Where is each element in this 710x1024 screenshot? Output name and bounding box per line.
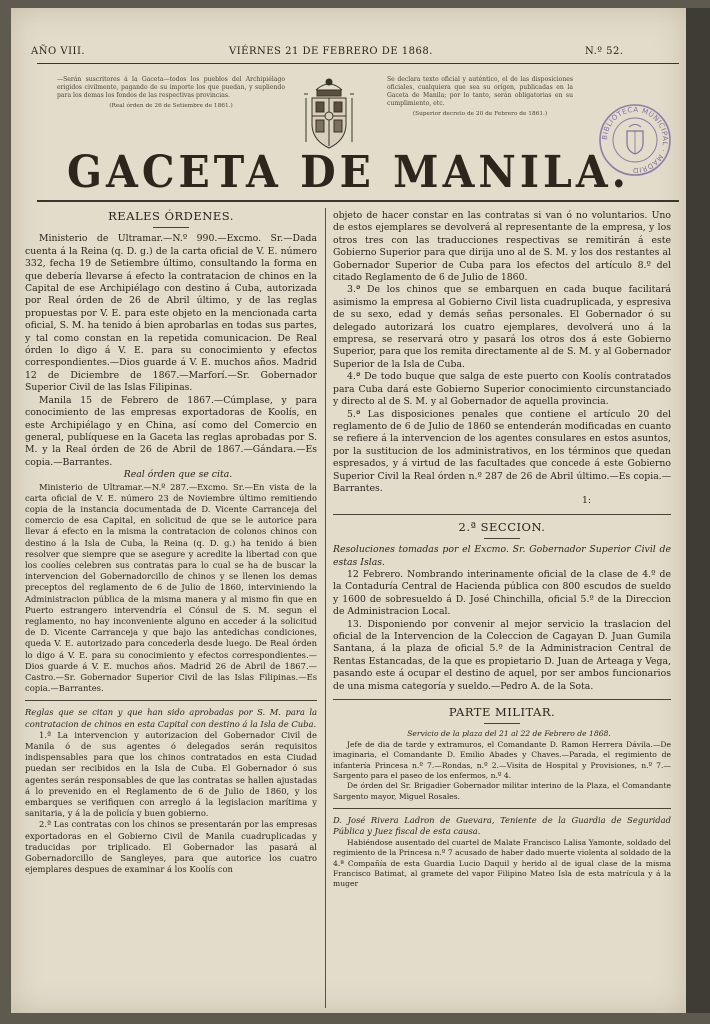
section-rule-2 — [333, 514, 671, 515]
official-text-notice-text: Se declara texto oficial y auténtico, el de las disposiciones oficiales, cualquiera que sea su orígen, publicadas en la Gaceta de Manila; por lo tanto, serán obligatorias en su cumplimiento, etc. — [387, 76, 573, 107]
rule-4: 4.ª De todo buque que salga de este puerto con Koolís contratados para Cuba dará este Gobierno Superior conocimiento circunstanciado y directo al de S. M. y al Gobernador de aquella provincia. — [333, 371, 671, 408]
rule-1: 1.ª La intervencion y autorizacion del Gobernador Civil de Manila ó de sus agentes ó delegados serán requisitos indispensables para que los chinos contratados en esta Ciudad puedan ser recibidos en la Isla de Cuba. El Gobernador ó sus agentes serán responsables de que las contratas se hallen ajustadas á lo prevenido en el Reglamento de 6 de Julio de 1860, y los embarques se verifiquen con arreglo á la legislacion marítima y sanitaria, y á la de policía y buen gobierno. — [25, 729, 317, 819]
service-assignments: Jefe de dia de tarde y extramuros, el Comandante D. Ramon Herrera Dávila.—De imaginaria, el Comandante D. Emilio Abades y Chaves.—Parada, el regimiento de infantería Princesa n.º 7.—Rondas, n.º 2.—Visita de Hospital y Provisiones, n.º 7.—Sargento para el paseo de los enfermos, n.º 4. — [333, 739, 671, 781]
issue-number: N.º 52. — [585, 46, 624, 57]
section-rule — [25, 700, 317, 701]
column-divider — [325, 208, 326, 1008]
section-rule-3 — [333, 699, 671, 700]
official-text-notice — [387, 76, 573, 118]
rule-2: 2.ª Las contratas con los chinos se presentarán por las empresas exportadoras en el Gobierno Civil de Manila cuadruplicadas y traducidas por triplicado. El Gobernador las pasará al Gobernadorcillo de Sangleyes, para que autorice los cuatro ejemplares despues de examinar á los Koolís con — [25, 819, 317, 875]
dateline — [11, 46, 686, 60]
left-column — [25, 210, 317, 875]
rule-end-mark: 1: — [581, 495, 591, 507]
masthead-title: GACETA DE MANILA. — [67, 146, 630, 198]
resolution-12-feb: 12 Febrero. Nombrando interinamente oficial de la clase de 4.º de la Contaduría Central de Hacienda pública con 800 escudos de sueldo y 1600 de sobresueldo á D. José Chinchilla, oficial 5.º de la Direccion de Administracion Local. — [333, 568, 671, 618]
heading-rule — [153, 227, 189, 228]
newspaper-page — [11, 8, 686, 1013]
stamp-text: BIBLIOTECA MUNICIPAL · MADRID — [600, 105, 670, 175]
resolution-13: 13. Disponiendo por convenir al mejor servicio la traslacion del oficial de la Intervencion de la Coleccion de Cagayan D. Juan Gumila Santana, á la plaza de oficial 5.º de la Administracion Central de Rentas Estancadas, de la que es propietario D. Juan de Arteaga y Vega, pasando este á ocupar el destino de aquel, por ser ambos funcionarios de una misma categoría y sueldo.—Pedro A. de la Sota. — [333, 618, 671, 692]
cited-order-subheading: Real órden que se cita. — [123, 469, 233, 481]
royal-crest-icon — [300, 76, 358, 154]
edict-text: Habiéndose ausentado del cuartel de Malate Francisco Lalisa Yamonte, soldado del regimiento de la Princesa n.º 7 acusado de haber dado muerte violenta al soldado de la 4.ª Compañía de esta Guardia Lucio Daquil y herido al de igual clase de la misma Francisco Batimat, al gramete del vapor Filipino Mateo Isla de esta matrícula y á la muger — [333, 837, 671, 889]
order-990: Ministerio de Ultramar.—N.º 990.—Excmo. Sr.—Dada cuenta á la Reina (q. D. g.) de la carta oficial de V. E. número 332, fecha 19 de Setiembre último, consultando la forma en que debería llevarse á efecto la contratacion de chinos en la Capital de ese Archipiélago con destino á Cuba, autorizada por Real órden de 26 de Abril último, y de las reglas propuestas por V. E. para este objeto en la mencionada carta oficial, S. M. ha tenido á bien aprobarlas en todas sus partes, y tal como constan en la repetida comunicacion. De Real órden lo digo á V. E. para su conocimiento y efectos correspondientes.—Dios guarde á V. E. muchos años. Madrid 12 de Diciembre de 1867.—Marforí.—Sr. Gobernador Superior Civil de las Islas Filipinas. — [25, 233, 317, 394]
header-rule — [37, 63, 679, 64]
subscription-notice-text: —Serán suscritores á la Gaceta—todos los pueblos del Archipiélago erigidos civilmente, pagando de su importe los que puedan, y supliendo para los demas los fondos de las respectivas provincias. — [57, 76, 285, 99]
heading-rule-3 — [484, 723, 520, 724]
manila-decree: Manila 15 de Febrero de 1867.—Cúmplase, y para conocimiento de las empresas exportadoras de Koolís, en este Archipiélago y en China, así como del Comercio en general, publíquese en la Gaceta las reglas aprobadas por S. M. y la Real órden de 26 de Abril de 1867.—Gándara.—Es copia.—Barrantes. — [25, 394, 317, 468]
official-text-notice-ref: (Superior decreto de 20 de Febrero de 1861.) — [412, 111, 548, 117]
subscription-notice-ref: (Real órden de 26 de Setiembre de 1861.) — [109, 103, 233, 109]
servicio-plaza-line: Servicio de la plaza del 21 al 22 de Febrero de 1868. — [407, 729, 611, 739]
resoluciones-subheading: Resoluciones tomadas por el Excmo. Sr. Gobernador Superior Civil de estas Islas. — [333, 544, 671, 568]
section-rule-4 — [333, 808, 671, 809]
reales-ordenes-heading: REALES ÓRDENES. — [108, 209, 234, 223]
rule-2-continued: objeto de hacer constar en las contratas si van ó no voluntarios. Uno de estos ejemplares se devolverá al representante de la empresa, y los otros tres con las traducciones respectivas se remitirán á este Gobierno Superior para que dirija uno al de S. M. y los dos restantes al Gobernador Superior de Cuba para los efectos del artículo 8.º del citado Reglamento de 6 de Julio de 1860. — [333, 210, 671, 284]
issue-date: VIÉRNES 21 DE FEBRERO DE 1868. — [229, 46, 433, 57]
heading-rule-2 — [484, 538, 520, 539]
subscription-notice — [57, 76, 285, 110]
seccion-2-heading: 2.ª SECCION. — [458, 519, 546, 534]
parte-militar-heading: PARTE MILITAR. — [448, 705, 556, 720]
rules-subheading: Reglas que se citan y que han sido aprobadas por S. M. para la contratacion de chinos en esta Capital con destino á la Isla de Cuba. — [25, 707, 317, 729]
edict-officer: D. José Rivera Ladron de Guevara, Teniente de la Guardia de Seguridad Pública y Juez fiscal de esta causa. — [333, 815, 671, 837]
masthead-rule — [37, 200, 679, 202]
book-edge — [686, 8, 710, 1013]
service-order-signature: De órden del Sr. Brigadier Gobernador militar interino de la Plaza, el Comandante Sargento mayor, Miguel Rosales. — [333, 781, 671, 801]
year-label: AÑO VIII. — [31, 46, 86, 57]
rule-5: 5.ª Las disposiciones penales que contiene el artículo 20 del reglamento de 6 de Julio de 1860 se entenderán modificadas en cuanto se refiere á la intervencion de los agentes consulares en estos asuntos, por la sustitucion de los administrativos, en los términos que quedan espresados, y á virtud de las facultades que concede á este Gobierno Superior Civil la Real órden n.º 287 de 26 de Abril último.—Es copia.—Barrantes. — [333, 408, 671, 494]
right-column — [333, 210, 671, 890]
rule-3: 3.ª De los chinos que se embarquen en cada buque facilitará asimismo la empresa al Gobierno Civil lista cuadruplicada, y espresiva de su sexo, edad y demás señas personales. El Gobernador ó su delegado autorizará los cuatro ejemplares, devolverá uno á la empresa, se reservará otro y pasará los otros dos á este Gobierno Superior, para que los remita directamente al de S. M. y al Gobernador Superior de la Isla de Cuba. — [333, 284, 671, 370]
order-287: Ministerio de Ultramar.—N.º 287.—Excmo. Sr.—En vista de la carta oficial de V. E. número 23 de Noviembre último remitiendo copia de la instancia documentada de D. Vicente Carranceja del comercio de esa Capital, en solicitud de que se le autorice para llevar á efecto en la misma la contratacion de colonos chinos con destino á la Isla de Cuba, la Reina (q. D. g.) ha tenido á bien resolver que siempre que se asegure y acredite la libertad con que los coolíes celebren sus contratas para lo cual se ha de buscar la intervencion del Gobernadorcillo de chinos y se llenen los demas preceptos del reglamento de 6 de Julio de 1860, interviniendo la Administracion pública de la misma manera y al mismo fin que en Puerto estrangero intervendría el Cónsul de S. M. segun el reglamento, no hay inconveniente alguno en acceder á la solicitud de D. Vicente Carranceja y que bajo las antedichas condiciones, queda V. E. autorizado para concederla desde luego. De Real órden lo digo á V. E. para su conocimiento y efectos correspondientes.—Dios guarde á V. E. muchos años. Madrid 26 de Abril de 1867.—Castro.—Sr. Gobernador Superior Civil de las Islas Filipinas.—Es copia.—Barrantes. — [25, 481, 317, 694]
